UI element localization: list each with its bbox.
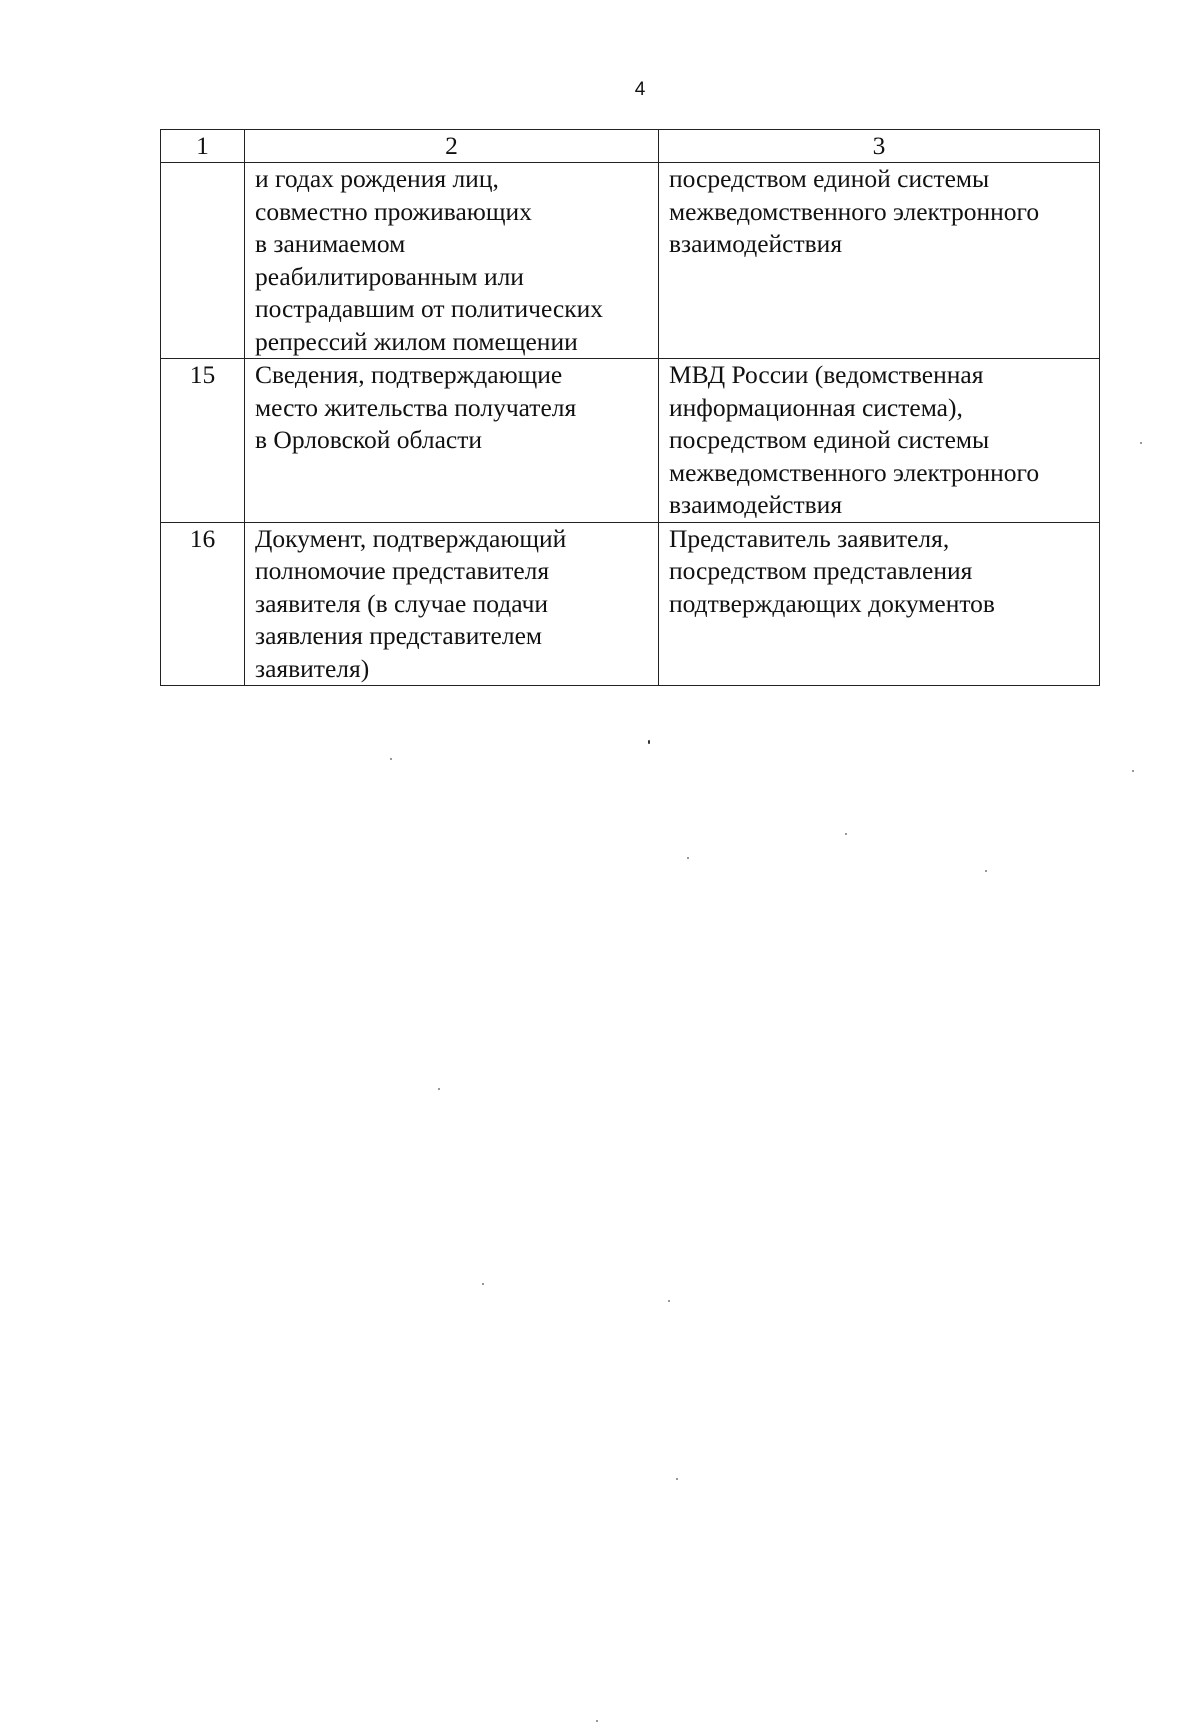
- scan-speck: [668, 1300, 670, 1302]
- header-cell-2: 2: [245, 130, 659, 163]
- info-cell: Сведения, подтверждающие место жительства получателя в Орловской области: [245, 359, 659, 523]
- info-cell: и годах рождения лиц, совместно проживающих в занимаемом реабилитированным или пострадавшим от политических репрессий жилом помещении: [245, 163, 659, 359]
- header-cell-1: 1: [161, 130, 245, 163]
- document-table: [160, 129, 1100, 686]
- scan-speck: [676, 1478, 678, 1480]
- scan-speck: [687, 857, 689, 859]
- row-number-cell: [161, 163, 245, 359]
- scan-speck: [1132, 770, 1134, 772]
- row-number-cell: 16: [161, 522, 245, 686]
- table-row: [161, 163, 1100, 359]
- table-row: [161, 359, 1100, 523]
- table-row: [161, 522, 1100, 686]
- scan-speck: [438, 1088, 440, 1090]
- page-number: 4: [634, 79, 646, 100]
- source-cell: посредством единой системы межведомственного электронного взаимодействия: [659, 163, 1100, 359]
- scan-speck: [845, 833, 847, 835]
- info-cell: Документ, подтверждающий полномочие представителя заявителя (в случае подачи заявления представителем заявителя): [245, 522, 659, 686]
- scan-speck: [390, 758, 392, 760]
- scan-speck: [482, 1283, 484, 1285]
- table-header-row: [161, 130, 1100, 163]
- scan-speck: [648, 740, 650, 744]
- scan-speck: [985, 870, 987, 872]
- source-cell: Представитель заявителя, посредством представления подтверждающих документов: [659, 522, 1100, 686]
- row-number-cell: 15: [161, 359, 245, 523]
- source-cell: МВД России (ведомственная информационная система), посредством единой системы межведомственного электронного взаимодействия: [659, 359, 1100, 523]
- scan-speck: [1140, 442, 1142, 444]
- header-cell-3: 3: [659, 130, 1100, 163]
